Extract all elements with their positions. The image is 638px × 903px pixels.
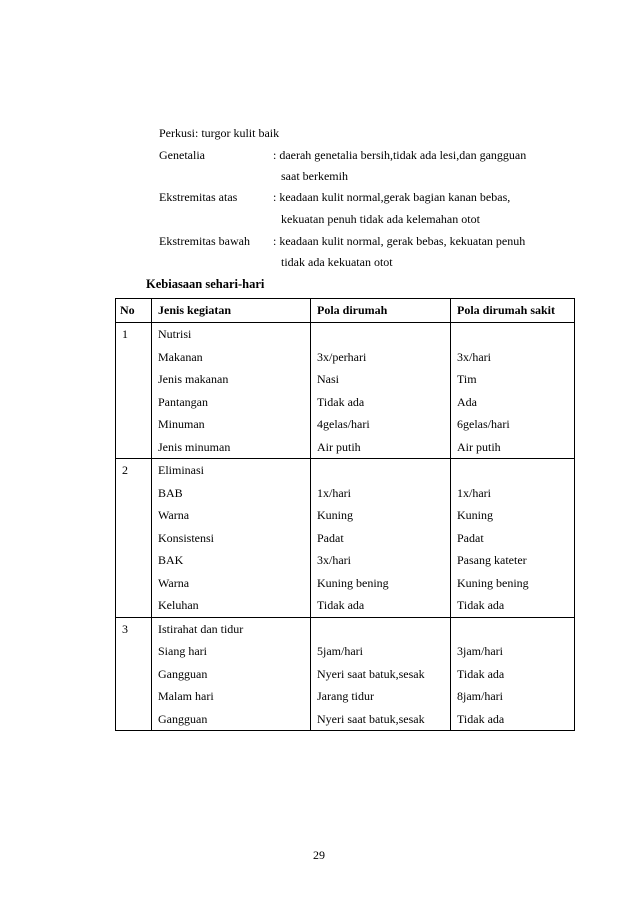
activity-item: Makanan [158,349,203,364]
header-no: No [116,299,152,323]
blank-line [317,459,450,482]
home-value: Kuning bening [317,575,389,590]
home-value: Nyeri saat batuk,sesak [317,711,425,726]
hospital-value: Tidak ada [457,711,505,726]
exam-ekstremitas-atas-value: : keadaan kulit normal,gerak bagian kanan bebas, [273,190,511,204]
hospital-pattern-cell [451,617,575,731]
activity-item: BAB [158,485,183,500]
home-value: Tidak ada [317,394,365,409]
home-value: 5jam/hari [317,644,363,658]
group-title: Nutrisi [158,327,192,341]
hospital-value: 1x/hari [457,485,491,500]
home-value: 3x/perhari [317,349,367,364]
page-number: 29 [313,848,325,862]
activity-item: Keluhan [158,598,199,612]
blank-line [457,459,574,482]
activity-item: Jenis minuman [158,439,231,454]
activity-item: Gangguan [158,666,208,681]
activity-item: Gangguan [158,711,208,726]
exam-ekstremitas-atas-value-cont: kekuatan penuh tidak ada kelemahan otot [281,212,480,226]
hospital-value: Tim [457,372,477,386]
home-value: Nasi [317,372,339,386]
home-value: Nyeri saat batuk,sesak [317,666,425,681]
hospital-value: Tidak ada [457,598,505,612]
exam-ekstremitas-atas-label: Ekstremitas atas [159,190,238,204]
activity-item: Minuman [158,417,205,431]
activity-item: Konsistensi [158,530,215,545]
activity-item: Warna [158,575,190,590]
row-number-cell [116,323,152,459]
hospital-value: Pasang kateter [457,553,527,567]
hospital-value: 6gelas/hari [457,417,510,431]
hospital-value: Ada [457,394,477,409]
blank-line [317,618,450,641]
exam-ekstremitas-bawah-value-cont: tidak ada kekuatan otot [281,255,393,269]
blank-line [457,618,574,641]
activity-item: Malam hari [158,689,214,703]
home-pattern-cell [311,323,451,459]
row-number-cell [116,459,152,618]
row-number: 3 [122,621,128,636]
activity-item: Pantangan [158,394,208,409]
row-number: 2 [122,463,128,477]
hospital-value: Tidak ada [457,666,505,681]
header-home-pattern: Pola dirumah [311,299,451,323]
activity-cell [152,617,311,731]
row-number: 1 [122,327,128,341]
hospital-pattern-cell [451,459,575,618]
home-value: Padat [317,530,344,545]
table-header-row [116,299,575,323]
exam-genetalia-value: : daerah genetalia bersih,tidak ada lesi,dan gangguan [273,148,527,162]
exam-perkusi-label: Perkusi: turgor kulit baik [159,126,280,140]
hospital-value: 3x/hari [457,349,491,364]
home-value: Air putih [317,439,361,454]
activity-cell [152,459,311,618]
hospital-value: Kuning [457,508,493,522]
hospital-pattern-cell [451,323,575,459]
hospital-value: Air putih [457,439,501,454]
activity-item: Warna [158,508,190,522]
exam-genetalia-value-cont: saat berkemih [281,169,348,183]
home-value: 1x/hari [317,485,351,500]
header-hospital-pattern: Pola dirumah sakit [451,299,575,323]
hospital-value: Kuning bening [457,575,529,590]
table-row [116,617,575,731]
home-value: 3x/hari [317,553,351,567]
activity-item: Siang hari [158,644,207,658]
exam-genetalia-label: Genetalia [159,148,205,162]
activity-item: BAK [158,553,184,567]
activity-cell [152,323,311,459]
hospital-value: Padat [457,530,484,545]
home-value: Jarang tidur [317,689,374,703]
hospital-value: 8jam/hari [457,689,503,703]
home-pattern-cell [311,459,451,618]
blank-line [457,323,574,346]
table-row [116,323,575,459]
section-title: Kebiasaan sehari-hari [146,277,265,291]
home-pattern-cell [311,617,451,731]
home-value: 4gelas/hari [317,417,370,431]
home-value: Kuning [317,508,353,522]
activity-item: Jenis makanan [158,372,229,386]
header-activity: Jenis kegiatan [152,299,311,323]
group-title: Istirahat dan tidur [158,621,244,636]
group-title: Eliminasi [158,463,204,477]
exam-ekstremitas-bawah-label: Ekstremitas bawah [159,234,250,248]
exam-ekstremitas-bawah-value: : keadaan kulit normal, gerak bebas, kekuatan penuh [273,234,526,248]
habits-table [115,298,575,731]
blank-line [317,323,450,346]
table-row [116,459,575,618]
hospital-value: 3jam/hari [457,644,503,658]
row-number-cell [116,617,152,731]
home-value: Tidak ada [317,598,365,612]
